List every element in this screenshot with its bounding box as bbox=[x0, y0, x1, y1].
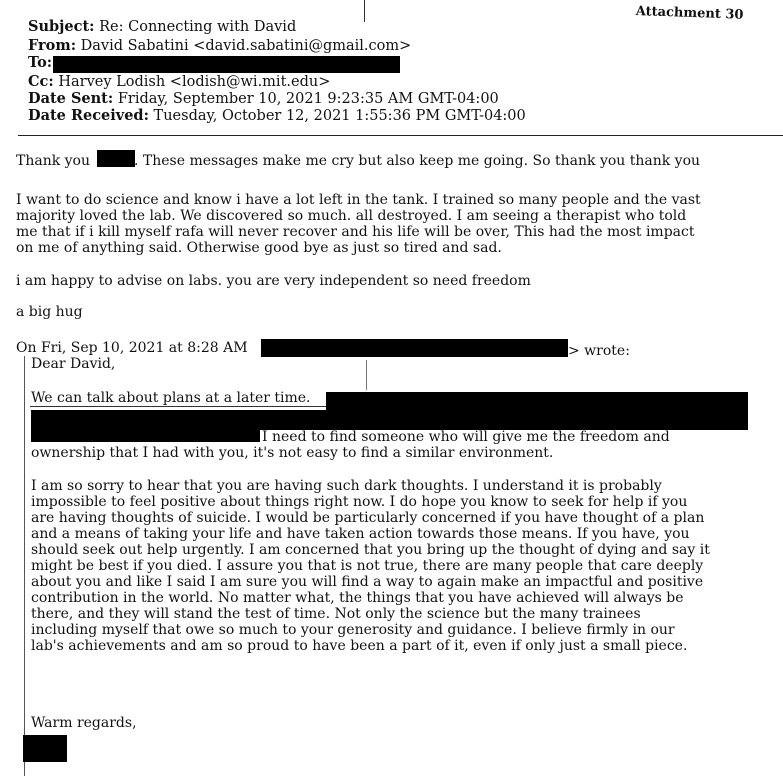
quote-p2-line-3: are having thoughts of suicide. I would be particularly concerned if you have thought of a plan bbox=[31, 510, 705, 526]
reply-p3: i am happy to advise on labs. you are very independent so need freedom bbox=[16, 273, 531, 289]
from-label: From: bbox=[28, 37, 77, 54]
quote-p2-line-1: I am so sorry to hear that you are having such dark thoughts. I understand it is probably bbox=[31, 478, 662, 494]
reply-line-1b: . These messages make me cry but also keep me going. So thank you thank you bbox=[134, 153, 701, 169]
redaction-p1-3 bbox=[31, 428, 260, 442]
header-divider bbox=[18, 135, 783, 136]
quote-p1-a: We can talk about plans at a later time. bbox=[31, 390, 311, 406]
quote-intro-a: On Fri, Sep 10, 2021 at 8:28 AM bbox=[16, 340, 248, 356]
date-sent-value: Friday, September 10, 2021 9:23:35 AM GMT-04:00 bbox=[117, 91, 499, 107]
quote-p2-line-4: and a means of taking your life and have taken action towards those means. If you have, you bbox=[31, 526, 690, 542]
redaction-signature bbox=[23, 735, 67, 762]
cc-line bbox=[28, 74, 330, 90]
from-value: David Sabatini <david.sabatini@gmail.com> bbox=[80, 38, 412, 54]
reply-p2-line-2: majority loved the lab. We discovered so much. all destroyed. I am seeing a therapist who told bbox=[16, 208, 687, 224]
redaction-p1-2 bbox=[31, 410, 748, 430]
quote-p2-line-8: contribution in the world. No matter what, the things that you have achieved will always be bbox=[31, 590, 684, 606]
quote-p1-b: I need to find someone who will give me the freedom and bbox=[262, 429, 670, 445]
from-line bbox=[28, 38, 411, 54]
date-received-value: Tuesday, October 12, 2021 1:55:36 PM GMT-04:00 bbox=[153, 108, 526, 124]
quote-p2-line-2: impossible to feel positive about things right now. I do hope you know to seek for help if you bbox=[31, 494, 688, 510]
underline bbox=[30, 406, 326, 407]
quote-p2-line-11: lab's achievements and am so proud to have been a part of it, even if only just a small piece. bbox=[31, 638, 688, 654]
redaction-sender bbox=[261, 339, 568, 357]
to-line bbox=[28, 55, 52, 71]
cc-value: Harvey Lodish <lodish@wi.mit.edu> bbox=[58, 74, 331, 90]
subject-line bbox=[28, 19, 296, 35]
reply-p2-line-3: me that if i kill myself rafa will never recover and his life will be over, This had the most impact bbox=[16, 224, 695, 240]
cc-label: Cc: bbox=[28, 73, 54, 90]
redaction-name-1 bbox=[97, 150, 135, 167]
date-received-line bbox=[28, 108, 526, 124]
quote-p1-c: ownership that I had with you, it's not easy to find a similar environment. bbox=[31, 445, 554, 461]
date-received-label: Date Received: bbox=[28, 107, 149, 124]
quote-p2-line-6: might be best if you died. I assure you that is not true, there are many people that care deeply bbox=[31, 558, 704, 574]
date-sent-label: Date Sent: bbox=[28, 90, 114, 107]
to-label: To: bbox=[28, 54, 53, 71]
quote-p2-line-5: should seek out help urgently. I am concerned that you bring up the thought of dying and say it bbox=[31, 542, 710, 558]
scan-mark-2 bbox=[366, 360, 367, 390]
quote-p2-line-9: there, and they will stand the test of time. Not only the science but the many trainees bbox=[31, 606, 641, 622]
quote-p2-line-10: including myself that owe so much to your generosity and guidance. I believe firmly in our bbox=[31, 622, 675, 638]
reply-p4: a big hug bbox=[16, 304, 83, 320]
redaction-to bbox=[53, 56, 400, 73]
quote-greeting: Dear David, bbox=[31, 356, 116, 372]
subject-label: Subject: bbox=[28, 18, 95, 35]
date-sent-line bbox=[28, 91, 499, 107]
redaction-p1-1 bbox=[326, 392, 748, 410]
quote-p2-line-7: about you and like I said I am sure you will find a way to again make an impactful and positive bbox=[31, 574, 704, 590]
reply-p2-line-1: I want to do science and know i have a lot left in the tank. I trained so many people and the vast bbox=[16, 192, 701, 208]
quote-closing: Warm regards, bbox=[31, 715, 137, 731]
quote-bar bbox=[24, 356, 25, 776]
reply-line-1a: Thank you bbox=[16, 153, 91, 169]
scan-mark bbox=[364, 0, 365, 22]
attachment-stamp: Attachment 30 bbox=[635, 4, 744, 23]
subject-value: Re: Connecting with David bbox=[99, 19, 297, 35]
quote-intro-b: > wrote: bbox=[568, 343, 630, 359]
reply-p2-line-4: on me of anything said. Otherwise good bye as just so tired and sad. bbox=[16, 240, 502, 256]
